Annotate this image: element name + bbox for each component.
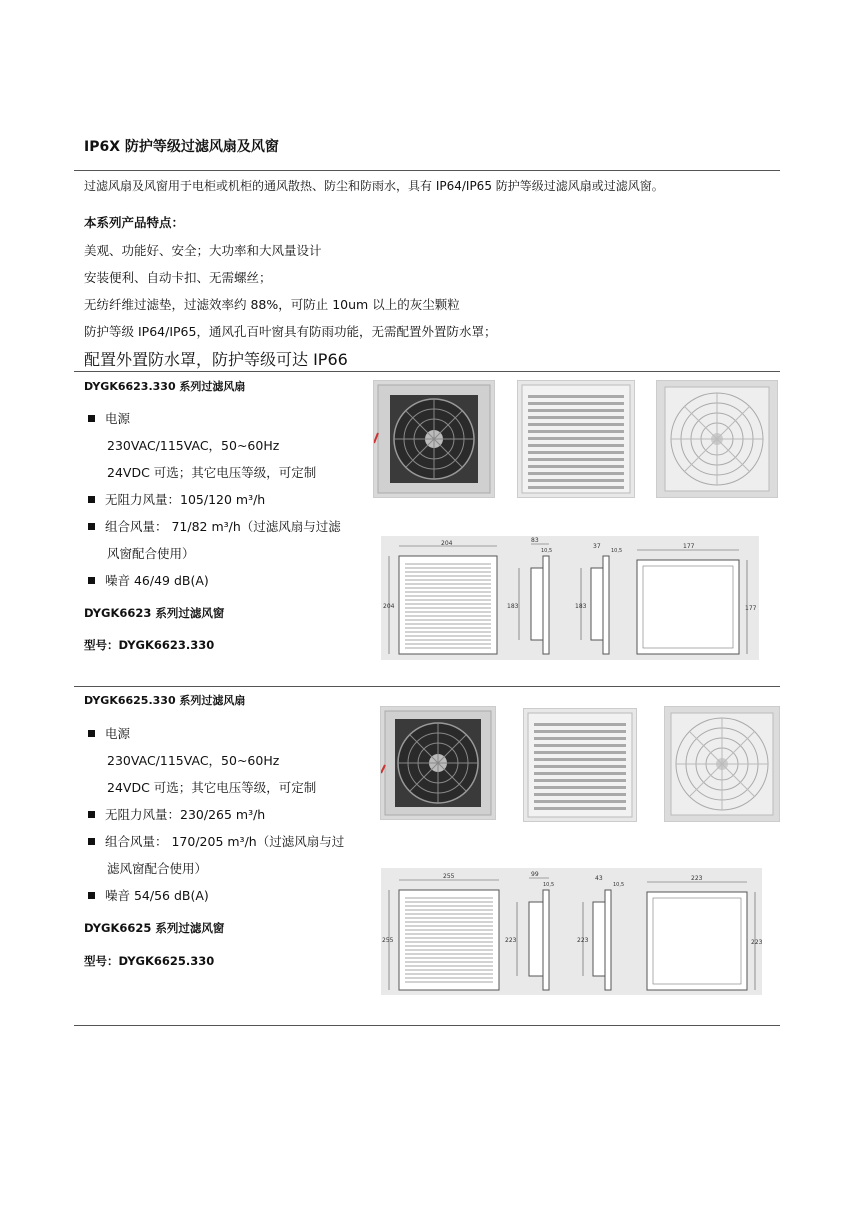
power-spec: 230VAC/115VAC，50~60Hz bbox=[107, 753, 280, 768]
model-number: 型号：DYGK6623.330 bbox=[84, 638, 215, 652]
window-title: DYGK6625 系列过滤风窗 bbox=[84, 921, 225, 935]
bullet-icon bbox=[88, 577, 95, 584]
feature-ip66: 配置外置防水罩，防护等级可达 IP66 bbox=[84, 350, 348, 369]
dim-label: 10,5 bbox=[613, 882, 625, 888]
dim-label: 255 bbox=[443, 873, 455, 880]
bullet-item bbox=[88, 409, 130, 427]
bullet-icon bbox=[88, 838, 95, 845]
power-label: 电源 bbox=[105, 726, 131, 741]
power-spec: 24VDC 可选；其它电压等级，可定制 bbox=[107, 780, 317, 795]
page-title: IP6X 防护等级过滤风扇及风窗 bbox=[84, 139, 279, 155]
free-air-flow: 无阻力风量：105/120 m³/h bbox=[105, 492, 266, 507]
bullet-item bbox=[88, 832, 344, 850]
dim-label: 223 bbox=[691, 875, 703, 882]
power-spec: 24VDC 可选；其它电压等级，可定制 bbox=[107, 465, 317, 480]
dim-label: 83 bbox=[531, 537, 539, 544]
bullet-item bbox=[88, 805, 265, 823]
dim-label: 223 bbox=[751, 939, 762, 946]
feature-item: 无纺纤维过滤垫，过滤效率约 88%，可防止 10um 以上的灰尘颗粒 bbox=[84, 297, 460, 312]
dimension-drawing bbox=[381, 536, 759, 660]
bullet-icon bbox=[88, 811, 95, 818]
bullet-icon bbox=[88, 892, 95, 899]
series-title: DYGK6623.330 系列过滤风扇 bbox=[84, 380, 246, 393]
filter-photo bbox=[664, 706, 780, 822]
dim-label: 10,5 bbox=[611, 548, 623, 554]
power-label: 电源 bbox=[105, 411, 131, 426]
bullet-item bbox=[88, 724, 130, 742]
divider bbox=[74, 686, 780, 687]
bullet-item bbox=[88, 517, 341, 535]
dim-label: 99 bbox=[531, 871, 539, 878]
dim-label: 183 bbox=[507, 603, 519, 610]
model-number: 型号：DYGK6625.330 bbox=[84, 954, 215, 968]
filter-photo bbox=[656, 380, 778, 498]
divider bbox=[74, 371, 780, 372]
feature-item: 防护等级 IP64/IP65，通风孔百叶窗具有防雨功能，无需配置外置防水罩； bbox=[84, 324, 497, 339]
free-air-flow: 无阻力风量：230/265 m³/h bbox=[105, 807, 266, 822]
divider bbox=[74, 170, 780, 171]
bullet-icon bbox=[88, 415, 95, 422]
louver-photo bbox=[517, 380, 635, 498]
louver-photo bbox=[523, 708, 637, 822]
bullet-item bbox=[88, 571, 209, 589]
feature-item: 安装便利、自动卡扣、无需螺丝； bbox=[84, 270, 272, 285]
bullet-icon bbox=[88, 730, 95, 737]
dim-label: 223 bbox=[505, 937, 517, 944]
intro-paragraph: 过滤风扇及风窗用于电柜或机柜的通风散热、防尘和防雨水，具有 IP64/IP65 防护等级过滤风扇或过滤风窗。 bbox=[84, 179, 664, 193]
power-spec: 230VAC/115VAC，50~60Hz bbox=[107, 438, 280, 453]
series-title: DYGK6625.330 系列过滤风扇 bbox=[84, 694, 246, 707]
dim-label: 255 bbox=[382, 937, 394, 944]
dim-label: 204 bbox=[383, 603, 395, 610]
dim-label: 183 bbox=[575, 603, 587, 610]
features-heading: 本系列产品特点： bbox=[84, 215, 185, 230]
feature-item: 美观、功能好、安全；大功率和大风量设计 bbox=[84, 243, 322, 258]
dim-label: 177 bbox=[683, 543, 695, 550]
fan-photo bbox=[373, 380, 495, 498]
combined-air-flow: 组合风量： 170/205 m³/h（过滤风扇与过 bbox=[105, 834, 345, 849]
dim-label: 177 bbox=[745, 605, 757, 612]
bullet-icon bbox=[88, 523, 95, 530]
dimension-drawing bbox=[381, 868, 762, 995]
noise-level: 噪音 46/49 dB(A) bbox=[105, 573, 209, 588]
dim-label: 223 bbox=[577, 937, 589, 944]
divider bbox=[74, 1025, 780, 1026]
dim-label: 204 bbox=[441, 540, 453, 547]
bullet-icon bbox=[88, 496, 95, 503]
fan-photo bbox=[380, 706, 496, 820]
bullet-item bbox=[88, 886, 209, 904]
dim-label: 43 bbox=[595, 875, 603, 882]
combined-air-flow-cont: 滤风窗配合使用） bbox=[107, 861, 208, 876]
window-title: DYGK6623 系列过滤风窗 bbox=[84, 606, 225, 620]
bullet-item bbox=[88, 490, 265, 508]
dim-label: 10,5 bbox=[541, 548, 553, 554]
dim-label: 37 bbox=[593, 543, 601, 550]
combined-air-flow-cont: 风窗配合使用） bbox=[107, 546, 195, 561]
noise-level: 噪音 54/56 dB(A) bbox=[105, 888, 209, 903]
dim-label: 10,5 bbox=[543, 882, 555, 888]
combined-air-flow: 组合风量： 71/82 m³/h（过滤风扇与过滤 bbox=[105, 519, 341, 534]
